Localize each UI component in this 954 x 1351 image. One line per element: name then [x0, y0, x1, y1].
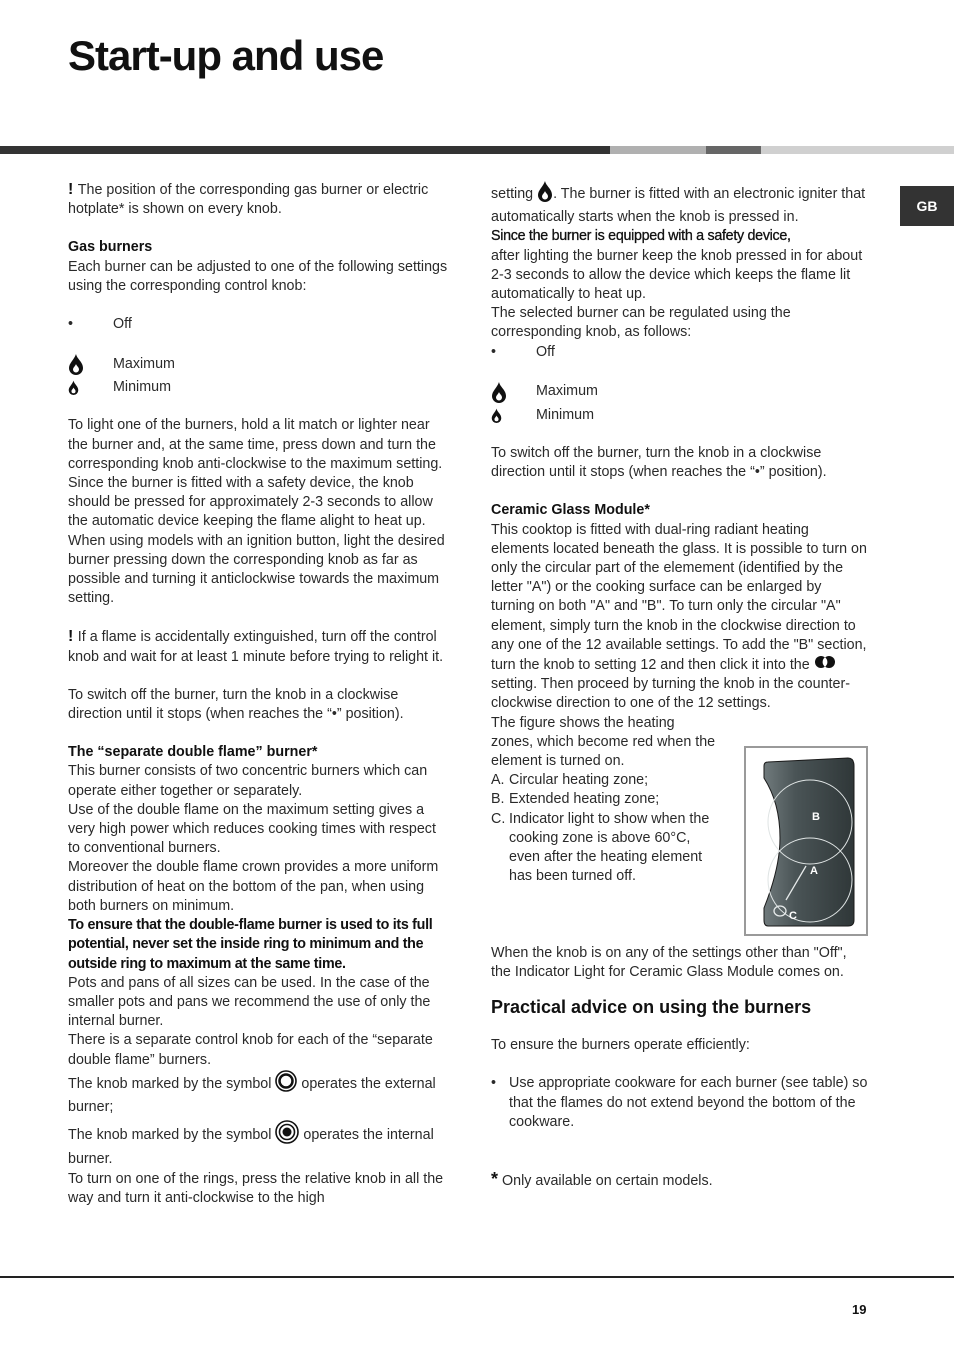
header-rule-mid	[706, 146, 761, 154]
setting-maximum: Maximum	[491, 381, 869, 403]
double-paragraph-1: This burner consists of two concentric burners which can operate either together or separately.	[68, 763, 428, 799]
setting-minimum: Minimum	[491, 406, 869, 425]
external-knob-text: The knob marked by the symbol operates the external burner;	[68, 1070, 448, 1117]
figure-label-a: A	[810, 865, 818, 877]
ceramic-paragraph: This cooktop is fitted with dual-ring radiant heating elements located beneath the glass. It is possible to turn on only the circular part of the elemement (identified by the letter "A") or the cooking surface can be enlarged by turning on both "A" and "B". To turn only the circular "A" element, simply turn the knob in the clockwise direction to any one of the 12 available settings. To add the "B" section, turn the knob to setting 12 and then click it into the setting. Then proceed by turning the knob in the counter-clockwise direction to one of the 12 settings.	[491, 521, 867, 712]
light-paragraph-2: Since the burner is fitted with a safety device, the knob should be pressed for approximately 2-3 seconds to allow the automatic device keeping the flame alight to heat up.	[68, 475, 433, 530]
ceramic-module-figure	[744, 746, 868, 936]
zone-a-item: A. Circular heating zone;	[491, 772, 649, 789]
bullet-icon: •	[68, 316, 74, 333]
small-flame-icon	[68, 380, 113, 395]
double-caution: To ensure that the double-flame burner is used to its full potential, never set the inside ring to minimum and the outside ring to maximum at the same time.	[68, 917, 433, 972]
zone-b-item: B. Extended heating zone;	[491, 791, 660, 808]
double-paragraph-5: There is a separate control knob for each of the “separate double flame” burners.	[68, 1032, 433, 1068]
header-rule-dark	[0, 146, 610, 154]
advice-heading: Practical advice on using the burners	[491, 996, 812, 1017]
safety-caution: Since the burner is equipped with a safety device,	[491, 228, 791, 245]
setting-off: • Off	[68, 315, 448, 334]
footer-rule	[0, 1276, 954, 1278]
warning-note: ! If a flame is accidentally extinguished, turn off the control knob and wait for at least 1 minute before trying to relight it.	[68, 628, 444, 665]
large-flame-icon	[491, 381, 536, 403]
setting-maximum: Maximum	[68, 353, 448, 375]
double-paragraph-3: Moreover the double flame crown provides a more uniform distribution of heat on the bottom of the pan, when using both burners on minimum.	[68, 859, 439, 914]
advice-list-item: • Use appropriate cookware for each burner (see table) so that the flames do not extend beyond the bottom of the cookware.	[491, 1074, 869, 1132]
left-column	[68, 180, 448, 1208]
setting-paragraph: setting . The burner is fitted with an electronic igniter that automatically starts when the knob is pressed in.	[491, 180, 869, 227]
right-column	[491, 180, 869, 1191]
large-flame-icon	[537, 180, 553, 208]
setting-minimum: Minimum	[68, 378, 448, 397]
bullet-icon: •	[491, 343, 497, 360]
large-flame-icon	[68, 353, 113, 375]
header-rule-lighter	[761, 146, 954, 154]
external-burner-symbol-icon	[275, 1070, 297, 1098]
double-flame-heading: The “separate double flame” burner*	[68, 744, 318, 761]
figure-label-c: C	[789, 910, 797, 922]
safety-text: after lighting the burner keep the knob pressed in for about 2-3 seconds to allow the device which keeps the flame lit automatically to heat up.	[491, 247, 863, 303]
gas-heading: Gas burners	[68, 239, 153, 256]
indicator-text: When the knob is on any of the settings other than "Off", the Indicator Light for Ceramic Glass Module comes on.	[491, 944, 847, 980]
footnote: * Only available on certain models.	[491, 1168, 713, 1189]
small-flame-icon	[491, 408, 536, 423]
page-number: 19	[852, 1302, 867, 1317]
ceramic-module-drawing	[746, 748, 866, 934]
figure-label-b: B	[812, 811, 820, 823]
light-paragraph-3: When using models with an ignition button, light the desired burner pressing down the corresponding knob as far as possible and turning it anticlockwise towards the maximum setting.	[68, 532, 445, 607]
intro-note: ! The position of the corresponding gas burner or electric hotplate* is shown on every knob.	[68, 181, 429, 218]
page-title: Start-up and use	[68, 32, 384, 79]
setting-off: • Off	[491, 343, 869, 362]
dual-ring-symbol-icon	[814, 655, 836, 675]
double-paragraph-6: To turn on one of the rings, press the relative knob in all the way and turn it anti-clockwise to the high	[68, 1170, 444, 1206]
gas-text: Each burner can be adjusted to one of the following settings using the corresponding control knob:	[68, 258, 448, 294]
zone-c-item: C. Indicator light to show when the cooking zone is above 60°C, even after the heating element has been turned off.	[491, 810, 710, 885]
switch-off-text: To switch off the burner, turn the knob in a clockwise direction until it stops (when reaches the “•” position).	[491, 445, 827, 481]
light-paragraph-1: To light one of the burners, hold a lit match or lighter near the burner and, at the same time, press down and turn the corresponding knob anti-clockwise to the maximum setting.	[68, 417, 443, 472]
bullet-icon: •	[491, 1075, 497, 1092]
switch-off-text: To switch off the burner, turn the knob in a clockwise direction until it stops (when reaches the “•” position).	[68, 686, 404, 723]
double-paragraph-4: Pots and pans of all sizes can be used. In the case of the smaller pots and pans we recommend the use of only the internal burner.	[68, 974, 431, 1030]
internal-knob-text: The knob marked by the symbol operates the internal burner.	[68, 1120, 448, 1169]
internal-burner-symbol-icon	[275, 1120, 299, 1150]
header-rule-light	[610, 146, 706, 154]
figure-caption: The figure shows the heating zones, which become red when the element is turned on. A. Circular heating zone; B. Extended heating zone; C. Indicator light to show when the cooking zone is above 60°C, even after the heating element has been turned off.	[491, 714, 716, 887]
language-tab: GB	[900, 186, 954, 226]
double-paragraph-2: Use of the double flame on the maximum setting gives a very high power which reduces cooking times with respect to conventional burners.	[68, 801, 436, 857]
ceramic-heading: Ceramic Glass Module*	[491, 502, 650, 519]
regulated-text: The selected burner can be regulated using the corresponding knob, as follows:	[491, 305, 791, 341]
advice-intro: To ensure the burners operate efficiently:	[491, 1037, 750, 1054]
